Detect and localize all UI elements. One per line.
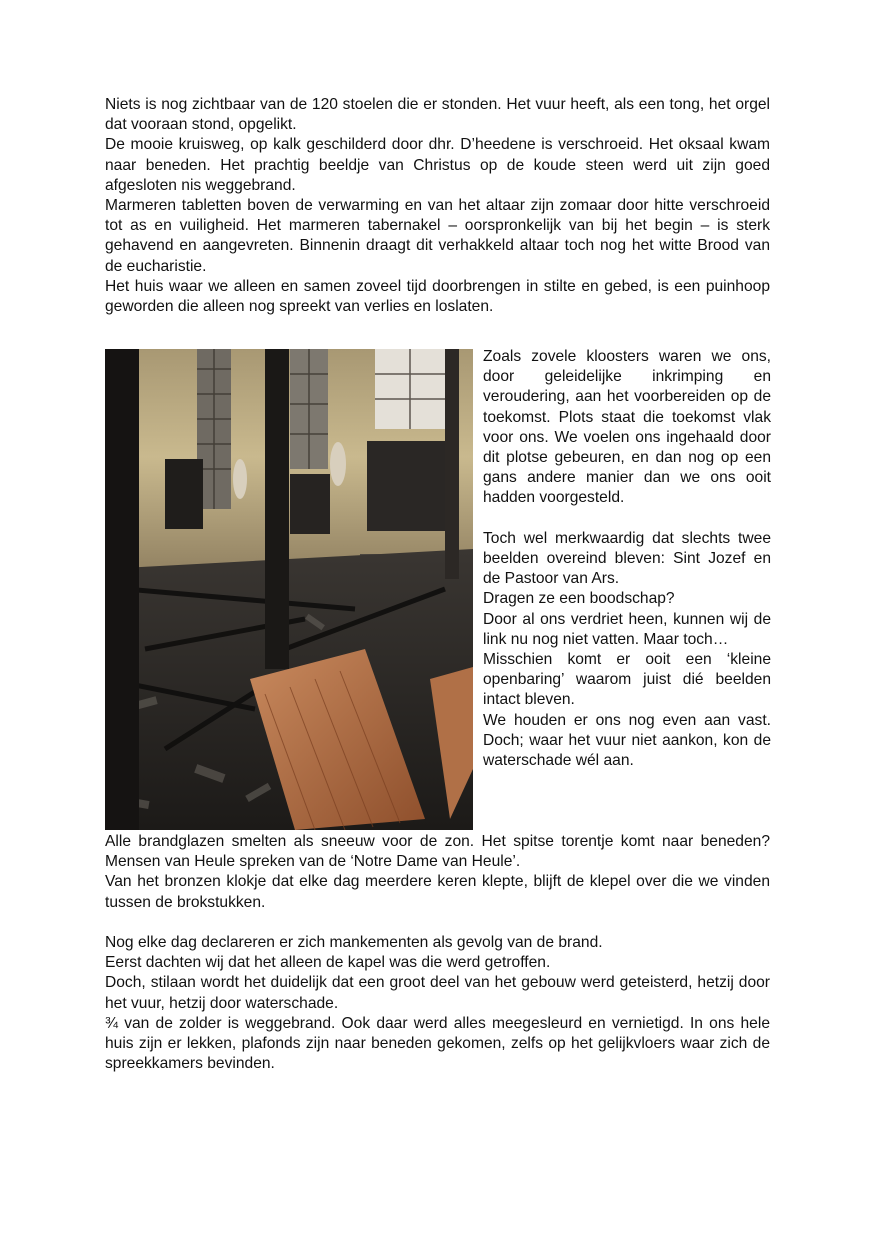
paragraph-marble-tablets: Marmeren tabletten boven de verwarming en van het altaar zijn zomaar door hitte verschroeid tot as en vuiligheid. Het marmeren tabernakel – oorspronkelijk van bij het begin – is sterk gehavend en aangevreten. Binnenin draagt dit verhakkeld altaar toch nog het witte Brood van de eucharistie. (105, 197, 770, 275)
paragraph-chapel-only: Eerst dachten wij dat het alleen de kapel was die werd getroffen. (105, 954, 551, 972)
paragraph-stations-of-cross: De mooie kruisweg, op kalk geschilderd door dhr. D’heedene is verschroeid. Het oksaal kwam naar beneden. Het prachtig beeldje van Christus op de koude steen werd uit zijn goed afgesloten nis weggebrand. (105, 136, 770, 194)
paragraph-defects: Nog elke dag declareren er zich mankementen als gevolg van de brand. (105, 934, 603, 951)
paragraph-future: Zoals zovele kloosters waren we ons, door geleidelijke inkrimping en veroudering, aan het voorbereiden op de toekomst. Plots staat die toekomst vlak voor ons. We voelen ons ingehaald door dit plotse gebeuren, en dan nog op een gans andere manier dan we ons ooit hadden voorgesteld. (483, 348, 771, 507)
burned-chapel-photo (105, 349, 473, 830)
paragraph-building-damage: Doch, stilaan wordt het duidelijk dat een groot deel van het gebouw werd geteisterd, hetzij door het vuur, hetzij door waterschade. (105, 974, 770, 1012)
paragraph-water-damage: We houden er ons nog even aan vast. Doch; waar het vuur niet aankon, kon de waterschade wél aan. (483, 711, 771, 770)
paragraph-attic: ¾ van de zolder is weggebrand. Ook daar werd alles meegesleurd en vernietigd. In ons hele huis zijn er lekken, plafonds zijn naar beneden gekomen, zelfs op het gelijkvloers waar zich de spreekkamers bevinden. (105, 1014, 770, 1073)
paragraph-two-statues: Toch wel merkwaardig dat slechts twee beelden overeind bleven: Sint Jozef en de Pastoor van Ars. (483, 529, 771, 588)
top-text-block (105, 95, 770, 317)
paragraph-chairs: Niets is nog zichtbaar van de 120 stoelen die er stonden. Het vuur heeft, als een tong, het orgel dat vooraan stond, opgelikt. (105, 96, 770, 134)
paragraph-house-ruin: Het huis waar we alleen en samen zoveel tijd doorbrengen in stilte en gebed, is een puinhoop geworden die alleen nog spreekt van verlies en loslaten. (105, 277, 770, 316)
paragraph-sorrow: Door al ons verdriet heen, kunnen wij de link nu nog niet vatten. Maar toch… (483, 610, 771, 648)
side-text-block (483, 347, 771, 771)
paragraph-message-question: Dragen ze een boodschap? (483, 590, 675, 608)
paragraph-bell: Van het bronzen klokje dat elke dag meerdere keren klepte, blijft de klepel over die we vinden tussen de brokstukken. (105, 873, 770, 911)
paragraph-stained-glass: Alle brandglazen smelten als sneeuw voor de zon. Het spitse torentje komt naar beneden? Mensen van Heule spreken van de ‘Notre Dame van Heule’. (105, 833, 770, 871)
paragraph-revelation: Misschien komt er ooit een ‘kleine openbaring’ waarom juist dié beelden intact bleven. (483, 651, 771, 709)
bottom-text-block (105, 832, 770, 1074)
